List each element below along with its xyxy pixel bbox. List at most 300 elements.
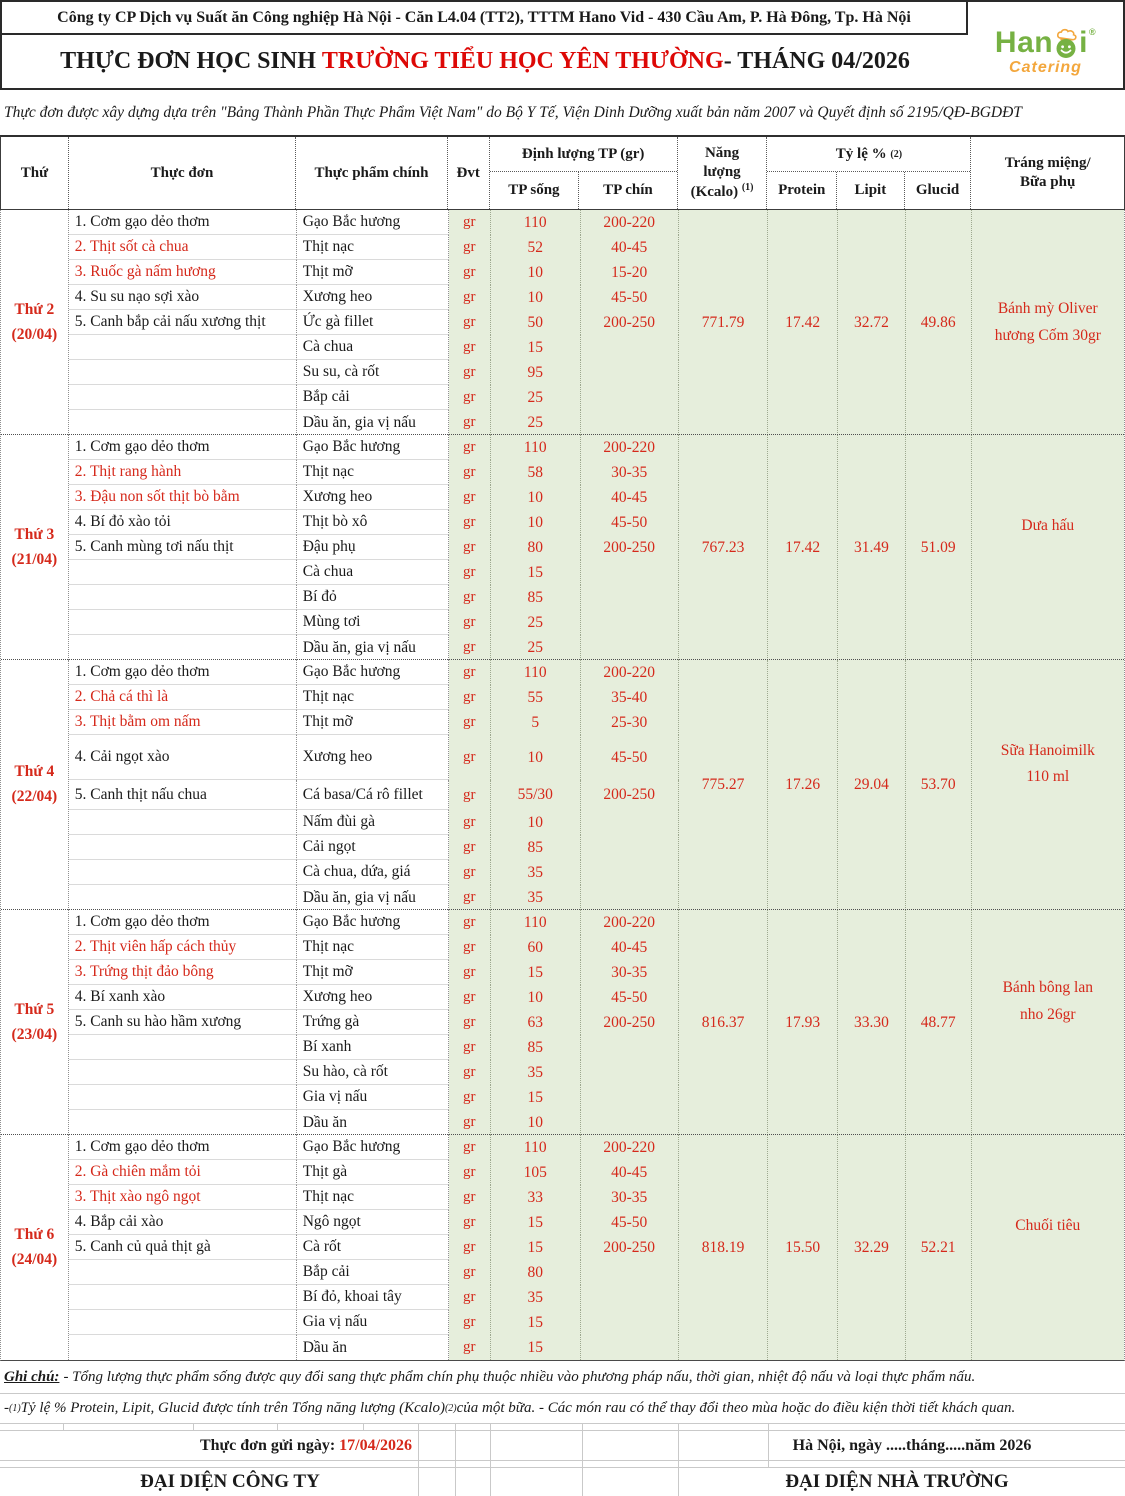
date-row — [0, 1431, 1125, 1461]
table-row — [69, 685, 679, 710]
table-row — [69, 1260, 679, 1285]
table-header-row — [0, 135, 1125, 210]
menu-ingredient-rows — [69, 210, 679, 435]
unit-cell: gr — [449, 360, 491, 385]
dessert-line: 110 ml — [1026, 768, 1070, 785]
col-header-protein: Protein — [767, 172, 837, 209]
ingredient-cell: Thịt nạc — [297, 935, 449, 960]
cooked-qty-cell — [581, 610, 679, 635]
day-block — [1, 435, 1124, 660]
cooked-qty-cell — [581, 1260, 679, 1285]
grid-tick — [193, 1424, 194, 1430]
ingredient-cell: Cà chua — [297, 560, 449, 585]
raw-qty-cell: 63 — [491, 1010, 581, 1035]
cooked-qty-cell: 40-45 — [581, 235, 679, 260]
cooked-qty-cell: 200-250 — [581, 780, 679, 810]
table-row — [69, 1285, 679, 1310]
day-label-cell — [1, 910, 69, 1135]
menu-item — [69, 360, 297, 385]
ingredient-cell: Dầu ăn, gia vị nấu — [297, 885, 449, 910]
menu-item: 2. Thịt rang hành — [69, 460, 297, 485]
lipit-value: 32.72 — [838, 210, 906, 435]
menu-item: 4. Bắp cải xào — [69, 1210, 297, 1235]
lipit-value: 29.04 — [838, 660, 906, 910]
cooked-qty-cell: 200-220 — [581, 1135, 679, 1160]
raw-qty-cell: 110 — [491, 910, 581, 935]
cooked-qty-cell: 30-35 — [581, 460, 679, 485]
unit-cell: gr — [449, 1335, 491, 1360]
glucid-value: 51.09 — [906, 435, 972, 660]
dessert-cell — [972, 210, 1124, 435]
menu-item — [69, 1060, 297, 1085]
glucid-value: 49.86 — [906, 210, 972, 435]
raw-qty-cell: 60 — [491, 935, 581, 960]
cooked-qty-cell — [581, 1035, 679, 1060]
table-row — [69, 360, 679, 385]
logo-text-han: Han — [994, 25, 1054, 59]
menu-item — [69, 1085, 297, 1110]
col-header-day: Thứ — [1, 137, 69, 209]
raw-qty-cell: 110 — [491, 1135, 581, 1160]
day-label: Thứ 5 — [14, 1000, 55, 1018]
cooked-qty-cell — [581, 1310, 679, 1335]
note-row-1 — [0, 1361, 1125, 1394]
ingredient-cell: Thịt mỡ — [297, 260, 449, 285]
table-row — [69, 635, 679, 660]
document-header — [0, 0, 1125, 90]
menu-item — [69, 1335, 297, 1360]
menu-item — [69, 385, 297, 410]
raw-qty-cell: 55 — [491, 685, 581, 710]
table-row — [69, 1310, 679, 1335]
grid-tick — [582, 1424, 583, 1430]
day-block — [1, 660, 1124, 910]
protein-value: 17.42 — [768, 210, 838, 435]
menu-item — [69, 835, 297, 860]
raw-qty-cell: 10 — [491, 285, 581, 310]
cooked-qty-cell — [581, 410, 679, 435]
raw-qty-cell: 5 — [491, 710, 581, 735]
unit-cell: gr — [449, 1210, 491, 1235]
table-row — [69, 1035, 679, 1060]
menu-ingredient-rows — [69, 1135, 679, 1360]
menu-basis-note: Thực đơn được xây dựng dựa trên "Bảng Thành Phần Thực Phẩm Việt Nam" do Bộ Y Tế, Viện Dinh Dưỡng xuất bản năm 2007 và Quyết định số 2195/QĐ-BGDĐT — [4, 103, 1022, 121]
table-row — [69, 835, 679, 860]
grid-tick — [490, 1461, 491, 1467]
grid-tick — [418, 1424, 419, 1430]
table-row — [69, 860, 679, 885]
unit-cell: gr — [449, 735, 491, 780]
raw-qty-cell: 15 — [491, 960, 581, 985]
cooked-qty-cell: 15-20 — [581, 260, 679, 285]
unit-cell: gr — [449, 660, 491, 685]
menu-item: 5. Canh thịt nấu chua — [69, 780, 297, 810]
unit-cell: gr — [449, 210, 491, 235]
note-label: Ghi chú: — [4, 1368, 60, 1385]
cooked-qty-cell: 30-35 — [581, 1185, 679, 1210]
day-block — [1, 910, 1124, 1135]
menu-ingredient-rows — [69, 910, 679, 1135]
cooked-qty-cell: 200-250 — [581, 1010, 679, 1035]
grid-tick — [63, 1424, 64, 1430]
school-representative-sign: ĐẠI DIỆN NHÀ TRƯỜNG — [785, 1471, 1009, 1492]
note-line-2 — [0, 1394, 1125, 1423]
table-row — [69, 660, 679, 685]
table-row — [69, 335, 679, 360]
menu-item: 1. Cơm gạo dẻo thơm — [69, 210, 297, 235]
raw-qty-cell: 85 — [491, 835, 581, 860]
grid-tick — [455, 1424, 456, 1430]
ingredient-cell: Thịt bò xô — [297, 510, 449, 535]
menu-item: 2. Thịt viên hấp cách thủy — [69, 935, 297, 960]
unit-cell: gr — [449, 910, 491, 935]
unit-cell: gr — [449, 460, 491, 485]
table-row — [69, 1085, 679, 1110]
raw-qty-cell: 15 — [491, 1335, 581, 1360]
col-header-quantity-group: Định lượng TP (gr) — [490, 137, 677, 172]
cooked-qty-cell — [581, 585, 679, 610]
table-row — [69, 610, 679, 635]
grid-tick — [490, 1468, 491, 1496]
menu-ingredient-rows — [69, 660, 679, 910]
menu-sent-date — [146, 1431, 466, 1461]
unit-cell: gr — [449, 1035, 491, 1060]
unit-cell: gr — [449, 835, 491, 860]
menu-item: 2. Gà chiên mắm tỏi — [69, 1160, 297, 1185]
raw-qty-cell: 110 — [491, 435, 581, 460]
ingredient-cell: Ngô ngọt — [297, 1210, 449, 1235]
raw-qty-cell: 110 — [491, 210, 581, 235]
grid-tick — [678, 1468, 679, 1496]
unit-cell: gr — [449, 485, 491, 510]
day-label-cell — [1, 1135, 69, 1360]
raw-qty-cell: 15 — [491, 335, 581, 360]
table-row — [69, 1135, 679, 1160]
ingredient-cell: Ức gà fillet — [297, 310, 449, 335]
table-row — [69, 1010, 679, 1035]
day-label: Thứ 6 — [14, 1225, 55, 1243]
dessert-line: hương Cốm 30gr — [994, 326, 1101, 344]
unit-cell: gr — [449, 1160, 491, 1185]
table-row — [69, 510, 679, 535]
col-header-glucid: Glucid — [915, 182, 960, 198]
energy-header-line3: (Kcalo) $^{(1)}$ — [690, 181, 754, 200]
ingredient-cell: Mùng tơi — [297, 610, 449, 635]
day-label-cell — [1, 435, 69, 660]
menu-item — [69, 1285, 297, 1310]
table-row — [69, 910, 679, 935]
unit-cell: gr — [449, 435, 491, 460]
chef-hat-smiley-icon — [1054, 29, 1078, 59]
cooked-qty-cell — [581, 635, 679, 660]
raw-qty-cell: 15 — [491, 1235, 581, 1260]
unit-cell: gr — [449, 335, 491, 360]
unit-cell: gr — [449, 260, 491, 285]
grid-tick — [582, 1468, 583, 1496]
dessert-cell — [972, 660, 1124, 910]
dessert-header-line1: Tráng miệng/ — [1004, 155, 1091, 172]
day-label: Thứ 2 — [14, 300, 55, 318]
ingredient-cell: Thịt nạc — [297, 1185, 449, 1210]
unit-cell: gr — [449, 310, 491, 335]
raw-qty-cell: 33 — [491, 1185, 581, 1210]
raw-qty-cell: 15 — [491, 1085, 581, 1110]
table-row — [69, 410, 679, 435]
unit-cell: gr — [449, 960, 491, 985]
dessert-cell — [972, 1135, 1124, 1360]
lipit-value: 31.49 — [838, 435, 906, 660]
menu-item — [69, 635, 297, 660]
raw-qty-cell: 10 — [491, 1110, 581, 1135]
glucid-value: 53.70 — [906, 660, 972, 910]
raw-qty-cell: 50 — [491, 310, 581, 335]
ingredient-cell: Bắp cải — [297, 1260, 449, 1285]
registered-mark: ® — [1088, 26, 1097, 37]
table-row — [69, 210, 679, 235]
note2-sup2: (2) — [444, 1403, 457, 1414]
grid-tick — [455, 1461, 456, 1467]
ingredient-cell: Dầu ăn — [297, 1335, 449, 1360]
title-suffix: - THÁNG 04/2026 — [723, 48, 910, 74]
cooked-qty-cell: 45-50 — [581, 510, 679, 535]
ingredient-cell: Su hào, cà rốt — [297, 1060, 449, 1085]
ingredient-cell: Cà rốt — [297, 1235, 449, 1260]
raw-qty-cell: 25 — [491, 410, 581, 435]
unit-cell: gr — [449, 1010, 491, 1035]
table-row — [69, 1210, 679, 1235]
energy-value: 767.23 — [679, 435, 769, 660]
unit-cell: gr — [449, 885, 491, 910]
grid-tick — [363, 1424, 364, 1430]
grid-spacer-row — [0, 1424, 1125, 1431]
cooked-qty-cell: 200-220 — [581, 210, 679, 235]
table-row — [69, 260, 679, 285]
cooked-qty-cell — [581, 335, 679, 360]
unit-cell: gr — [449, 860, 491, 885]
logo-text-i: i — [1079, 25, 1088, 59]
menu-item — [69, 860, 297, 885]
unit-cell: gr — [449, 585, 491, 610]
raw-qty-cell: 105 — [491, 1160, 581, 1185]
note2-end: của một bữa. - Các món rau có thể thay đổi theo mùa hoặc do điều kiện thời tiết khách quan. — [456, 1400, 1016, 1416]
ingredient-cell: Thịt nạc — [297, 235, 449, 260]
menu-item — [69, 1310, 297, 1335]
col-group-quantity — [490, 137, 678, 209]
ingredient-cell: Cải ngọt — [297, 835, 449, 860]
ingredient-cell: Bí đỏ — [297, 585, 449, 610]
unit-cell: gr — [449, 1085, 491, 1110]
menu-item — [69, 560, 297, 585]
ingredient-cell: Thịt nạc — [297, 460, 449, 485]
raw-qty-cell: 10 — [491, 810, 581, 835]
raw-qty-cell: 58 — [491, 460, 581, 485]
unit-cell: gr — [449, 1185, 491, 1210]
dessert-cell — [972, 910, 1124, 1135]
raw-qty-cell: 85 — [491, 1035, 581, 1060]
cooked-qty-cell: 25-30 — [581, 710, 679, 735]
day-date: (24/04) — [11, 1250, 58, 1268]
unit-cell: gr — [449, 1235, 491, 1260]
menu-item — [69, 1035, 297, 1060]
ingredient-cell: Thịt mỡ — [297, 960, 449, 985]
table-row — [69, 285, 679, 310]
day-label-cell — [1, 210, 69, 435]
ingredient-cell: Trứng gà — [297, 1010, 449, 1035]
cooked-qty-cell: 40-45 — [581, 485, 679, 510]
cooked-qty-cell — [581, 560, 679, 585]
menu-item: 2. Thịt sốt cà chua — [69, 235, 297, 260]
menu-item — [69, 1260, 297, 1285]
cooked-qty-cell: 45-50 — [581, 735, 679, 780]
day-label: Thứ 4 — [14, 763, 55, 781]
cooked-qty-cell — [581, 885, 679, 910]
menu-item: 4. Su su nạo sợi xào — [69, 285, 297, 310]
note-line-1 — [0, 1361, 1125, 1393]
menu-item: 4. Bí đỏ xào tỏi — [69, 510, 297, 535]
ingredient-cell: Gia vị nấu — [297, 1085, 449, 1110]
cooked-qty-cell — [581, 1285, 679, 1310]
note2-sup1: (1) — [9, 1403, 21, 1414]
raw-qty-cell: 15 — [491, 1310, 581, 1335]
ingredient-cell: Nấm đùi gà — [297, 810, 449, 835]
unit-cell: gr — [449, 410, 491, 435]
cooked-qty-cell — [581, 360, 679, 385]
col-header-cooked: TP chín — [603, 182, 653, 198]
col-header-dessert — [971, 137, 1124, 209]
menu-item: 3. Thịt bằm om nấm — [69, 710, 297, 735]
unit-cell: gr — [449, 535, 491, 560]
table-row — [69, 1235, 679, 1260]
glucid-value: 48.77 — [906, 910, 972, 1135]
table-row — [69, 1060, 679, 1085]
raw-qty-cell: 35 — [491, 1285, 581, 1310]
day-date: (20/04) — [11, 325, 58, 343]
col-header-unit: Đvt — [448, 137, 490, 209]
unit-cell: gr — [449, 1285, 491, 1310]
title-prefix: THỰC ĐƠN HỌC SINH — [60, 48, 316, 74]
col-header-menu: Thực đơn — [69, 137, 296, 209]
grid-tick — [490, 1431, 491, 1460]
unit-cell: gr — [449, 510, 491, 535]
menu-item: 3. Đậu non sốt thịt bò bằm — [69, 485, 297, 510]
raw-qty-cell: 55/30 — [491, 780, 581, 810]
dessert-line: Bánh bông lan — [1002, 979, 1093, 997]
unit-cell: gr — [449, 985, 491, 1010]
grid-tick — [678, 1461, 679, 1467]
grid-tick — [678, 1431, 679, 1460]
energy-value: 775.27 — [679, 660, 769, 910]
table-row — [69, 1160, 679, 1185]
unit-cell: gr — [449, 710, 491, 735]
ingredient-cell: Cá basa/Cá rô fillet — [297, 780, 449, 810]
ingredient-cell: Xương heo — [297, 735, 449, 780]
grid-tick — [678, 1424, 679, 1430]
lipit-value: 33.30 — [838, 910, 906, 1135]
col-header-ingredient: Thực phẩm chính — [296, 137, 448, 209]
menu-item — [69, 610, 297, 635]
grid-tick — [455, 1468, 456, 1496]
place-and-date: Hà Nội, ngày .....tháng.....năm 2026 — [792, 1437, 1032, 1454]
table-row — [69, 780, 679, 810]
ingredient-cell: Gạo Bắc hương — [297, 210, 449, 235]
protein-value: 17.93 — [768, 910, 838, 1135]
cooked-qty-cell: 40-45 — [581, 935, 679, 960]
grid-tick — [768, 1424, 769, 1430]
day-date: (22/04) — [11, 788, 58, 805]
grid-tick — [582, 1431, 583, 1460]
ingredient-cell: Bắp cải — [297, 385, 449, 410]
menu-item: 5. Canh bắp cải nấu xương thịt — [69, 310, 297, 335]
note-text-1: - Tổng lượng thực phẩm sống được quy đổi sang thực phẩm chín phụ thuộc nhiều vào phương pháp nấu, thời gian, nhiệt độ nấu và loại thực phẩm nấu. — [63, 1368, 976, 1385]
ingredient-cell: Gạo Bắc hương — [297, 1135, 449, 1160]
cooked-qty-cell: 45-50 — [581, 985, 679, 1010]
lipit-value: 32.29 — [838, 1135, 906, 1360]
cooked-qty-cell: 200-220 — [581, 660, 679, 685]
ingredient-cell: Bí đỏ, khoai tây — [297, 1285, 449, 1310]
table-row — [69, 1185, 679, 1210]
ingredient-cell: Thịt mỡ — [297, 710, 449, 735]
cooked-qty-cell — [581, 1110, 679, 1135]
energy-value: 818.19 — [679, 1135, 769, 1360]
raw-qty-cell: 15 — [491, 560, 581, 585]
table-row — [69, 935, 679, 960]
raw-qty-cell: 35 — [491, 885, 581, 910]
table-row — [69, 560, 679, 585]
menu-item: 3. Ruốc gà nấm hương — [69, 260, 297, 285]
menu-ingredient-rows — [69, 435, 679, 660]
unit-cell: gr — [449, 635, 491, 660]
cooked-qty-cell: 200-220 — [581, 435, 679, 460]
menu-item — [69, 410, 297, 435]
table-row — [69, 985, 679, 1010]
cooked-qty-cell — [581, 810, 679, 835]
raw-qty-cell: 25 — [491, 385, 581, 410]
dessert-line: Chuối tiêu — [1015, 1217, 1081, 1235]
col-header-raw: TP sống — [490, 172, 580, 209]
ingredient-cell: Su su, cà rốt — [297, 360, 449, 385]
raw-qty-cell: 10 — [491, 260, 581, 285]
menu-item: 1. Cơm gạo dẻo thơm — [69, 660, 297, 685]
document-footer — [0, 1361, 1125, 1496]
hanoi-catering-logo — [968, 2, 1123, 88]
table-row — [69, 710, 679, 735]
dessert-line: nho 26gr — [1020, 1005, 1076, 1023]
cooked-qty-cell: 40-45 — [581, 1160, 679, 1185]
table-row — [69, 810, 679, 835]
dessert-header-line2: Bữa phụ — [1020, 174, 1076, 190]
unit-cell: gr — [449, 235, 491, 260]
grid-tick — [418, 1461, 419, 1467]
grid-tick — [277, 1424, 278, 1430]
energy-header-line2: lượng — [703, 164, 741, 181]
ingredient-cell: Gạo Bắc hương — [297, 910, 449, 935]
menu-item — [69, 810, 297, 835]
ingredient-cell: Dầu ăn, gia vị nấu — [297, 635, 449, 660]
ingredient-cell: Bí xanh — [297, 1035, 449, 1060]
menu-item: 2. Chả cá thì là — [69, 685, 297, 710]
dessert-cell — [972, 435, 1124, 660]
cooked-qty-cell — [581, 860, 679, 885]
grid-tick — [582, 1461, 583, 1467]
raw-qty-cell: 35 — [491, 860, 581, 885]
raw-qty-cell: 25 — [491, 610, 581, 635]
unit-cell: gr — [449, 780, 491, 810]
menu-item: 5. Canh mùng tơi nấu thịt — [69, 535, 297, 560]
ingredient-cell: Xương heo — [297, 485, 449, 510]
table-row — [69, 385, 679, 410]
table-row — [69, 310, 679, 335]
logo-wordmark — [994, 25, 1097, 59]
